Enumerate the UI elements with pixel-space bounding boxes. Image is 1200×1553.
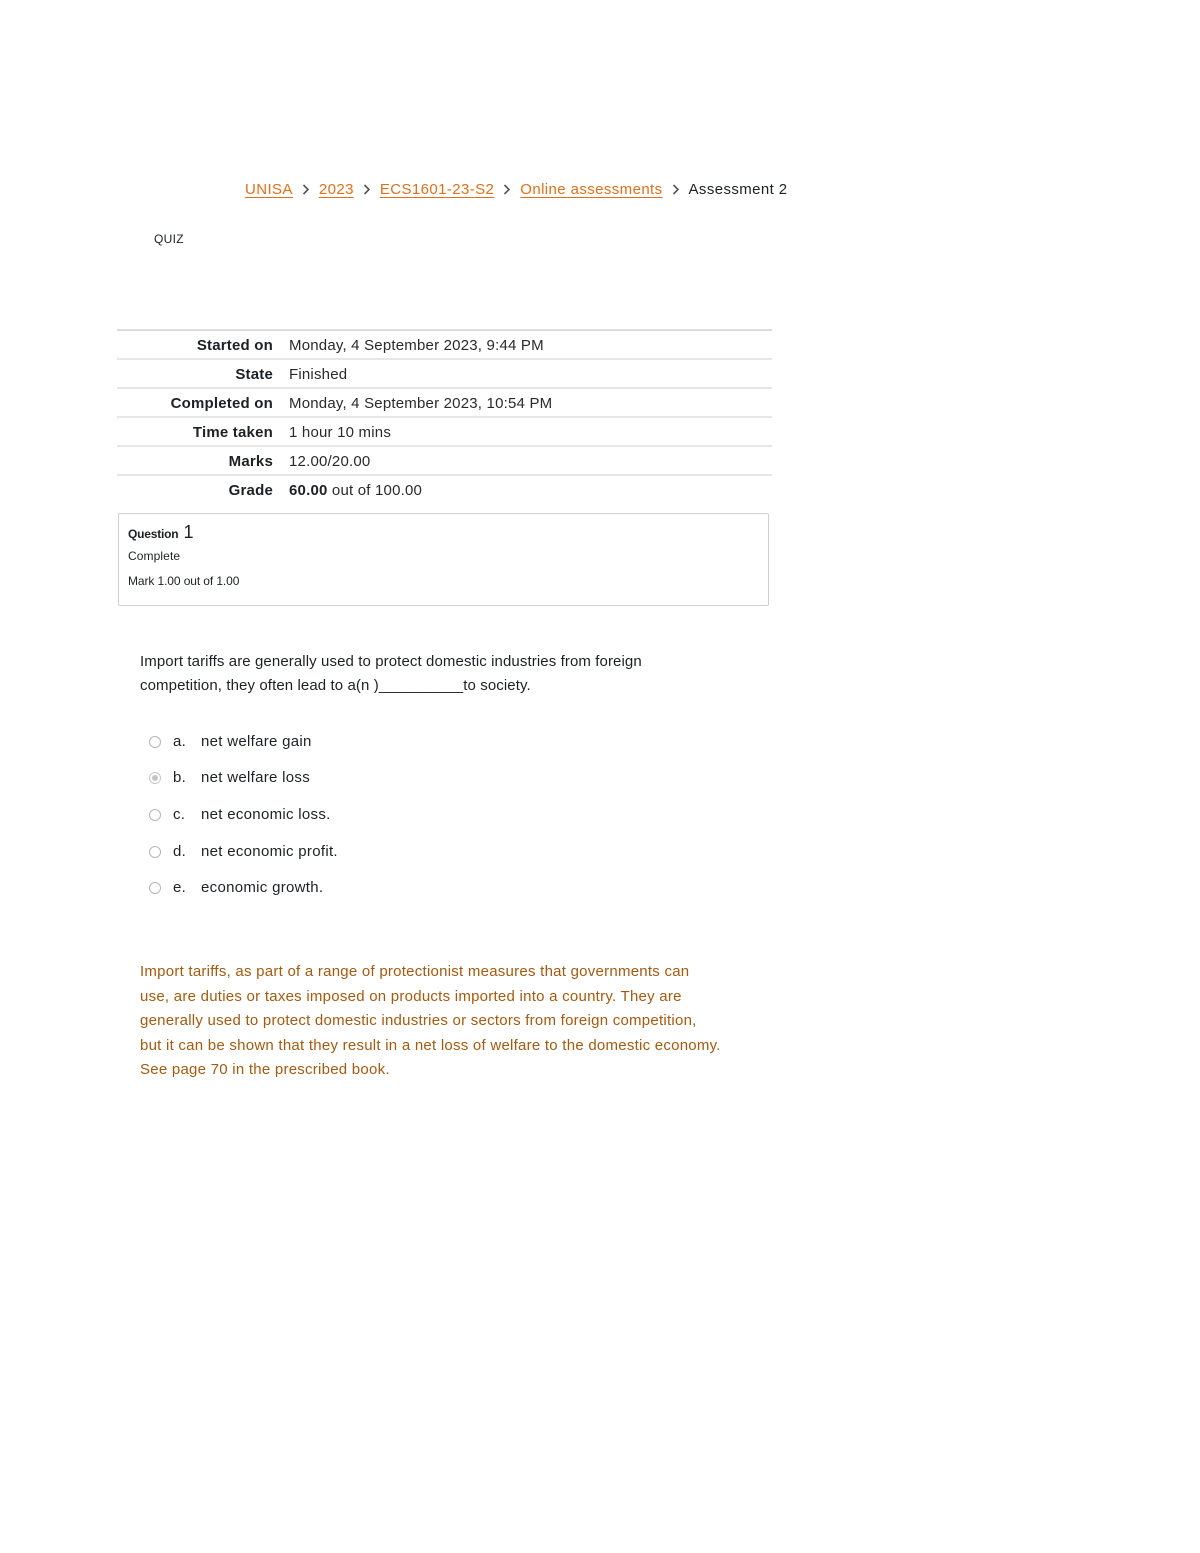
question-mark: Mark 1.00 out of 1.00 bbox=[128, 574, 240, 588]
summary-label: State bbox=[235, 365, 273, 383]
answer-letter: d. bbox=[173, 843, 187, 860]
answer-text: net welfare loss bbox=[201, 769, 311, 786]
question-state: Complete bbox=[128, 549, 181, 563]
question-label: Question bbox=[128, 527, 179, 541]
feedback-line: Import tariffs, as part of a range of protectionist measures that governments can bbox=[140, 963, 690, 980]
chevron-right-icon bbox=[494, 181, 520, 198]
answer-option-b[interactable] bbox=[149, 769, 310, 786]
summary-label: Grade bbox=[228, 481, 273, 499]
grade-score: 60.00 bbox=[289, 481, 328, 499]
feedback-line: use, are duties or taxes imposed on products imported into a country. They are bbox=[140, 987, 682, 1005]
general-feedback bbox=[140, 960, 760, 1083]
grade-out-of: out of 100.00 bbox=[331, 481, 423, 499]
breadcrumb-current: Assessment 2 bbox=[688, 181, 788, 198]
feedback-line: but it can be shown that they result in a net loss of welfare to the domestic economy. bbox=[140, 1036, 721, 1054]
summary-row-marks bbox=[117, 446, 772, 475]
summary-value: Monday, 4 September 2023, 10:54 PM bbox=[289, 394, 553, 412]
chevron-right-icon bbox=[354, 181, 380, 198]
answer-option-e[interactable] bbox=[149, 879, 323, 896]
chevron-right-icon bbox=[293, 181, 319, 198]
answer-letter: b. bbox=[173, 769, 187, 786]
question-text-line: Import tariffs are generally used to protect domestic industries from foreign bbox=[140, 653, 642, 670]
answer-option-d[interactable] bbox=[149, 843, 338, 860]
breadcrumb-link-online-assessments[interactable]: Online assessments bbox=[520, 181, 663, 198]
summary-row-state bbox=[117, 359, 772, 388]
answer-option-a[interactable] bbox=[149, 733, 312, 750]
summary-row-time-taken bbox=[117, 417, 772, 446]
question-text-line: competition, they often lead to a(n )__________to society. bbox=[140, 677, 531, 694]
summary-label: Completed on bbox=[170, 394, 273, 412]
attempt-summary-table bbox=[117, 329, 772, 503]
breadcrumb-link-unisa[interactable]: UNISA bbox=[245, 181, 293, 198]
summary-row-grade bbox=[117, 475, 772, 503]
breadcrumb-link-course[interactable]: ECS1601-23-S2 bbox=[379, 181, 495, 198]
summary-value: 1 hour 10 mins bbox=[289, 423, 392, 441]
answer-option-c[interactable] bbox=[149, 806, 331, 823]
question-number bbox=[128, 522, 759, 543]
answer-text: net economic profit. bbox=[201, 843, 338, 860]
question-info-box bbox=[118, 513, 769, 606]
breadcrumb bbox=[245, 181, 788, 198]
answer-text: net economic loss. bbox=[201, 806, 331, 823]
radio-button[interactable] bbox=[149, 736, 161, 748]
page-type-label: QUIZ bbox=[154, 232, 184, 246]
summary-row-started bbox=[117, 330, 772, 359]
summary-row-completed bbox=[117, 388, 772, 417]
radio-button[interactable] bbox=[149, 846, 161, 858]
breadcrumb-link-year[interactable]: 2023 bbox=[318, 181, 354, 198]
summary-label: Marks bbox=[228, 452, 273, 470]
answer-text: net welfare gain bbox=[201, 733, 312, 750]
radio-button[interactable] bbox=[149, 809, 161, 821]
summary-label: Time taken bbox=[192, 423, 273, 441]
summary-value bbox=[289, 475, 772, 503]
answer-text: economic growth. bbox=[201, 879, 324, 896]
answer-letter: e. bbox=[173, 879, 187, 896]
question-text bbox=[140, 650, 720, 698]
answer-letter: a. bbox=[173, 733, 187, 750]
feedback-line: generally used to protect domestic industries or sectors from foreign competition, bbox=[140, 1012, 697, 1030]
summary-value: Monday, 4 September 2023, 9:44 PM bbox=[289, 336, 544, 354]
answer-letter: c. bbox=[173, 806, 186, 823]
radio-button-selected[interactable] bbox=[149, 772, 161, 784]
question-number-value: 1 bbox=[183, 522, 194, 542]
radio-button[interactable] bbox=[149, 882, 161, 894]
chevron-right-icon bbox=[663, 181, 689, 198]
summary-label: Started on bbox=[196, 336, 273, 354]
summary-value: Finished bbox=[289, 365, 348, 383]
summary-value: 12.00/20.00 bbox=[289, 452, 371, 470]
feedback-line: See page 70 in the prescribed book. bbox=[140, 1061, 390, 1079]
